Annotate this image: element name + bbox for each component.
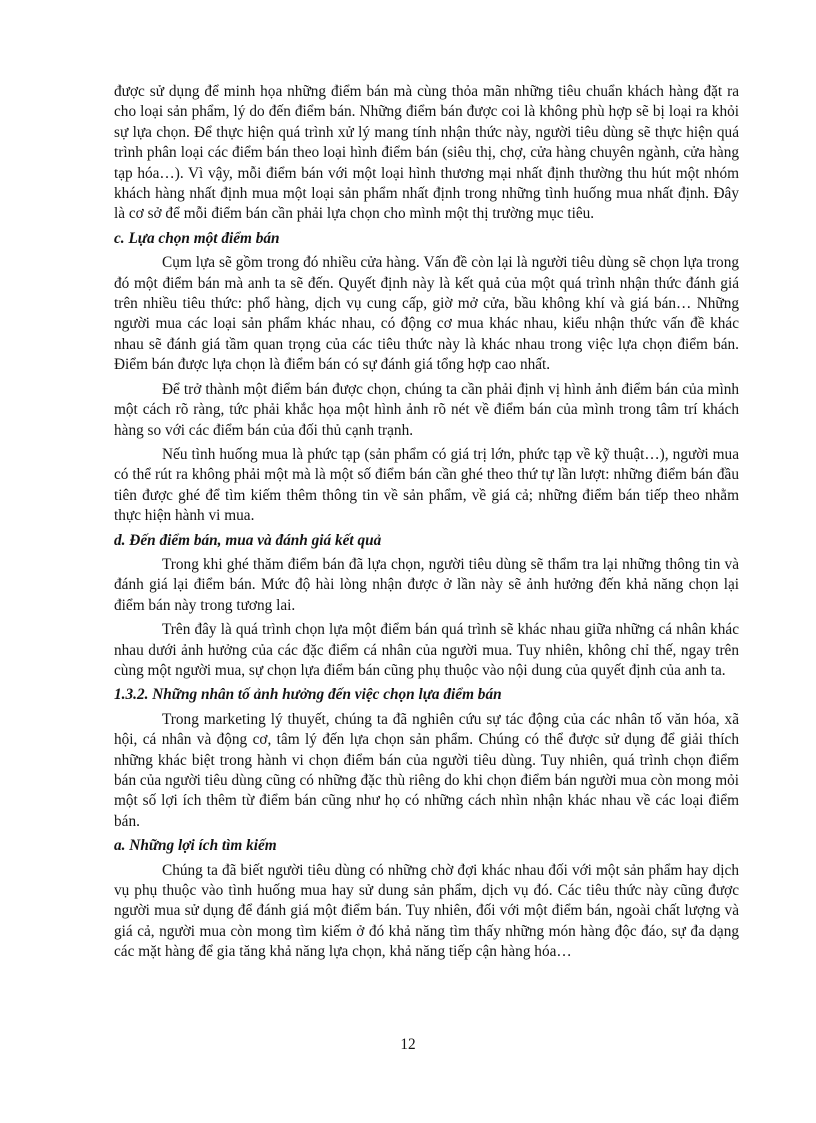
section-heading-a: a. Những lợi ích tìm kiếm — [114, 837, 277, 855]
paragraph: Trong khi ghé thăm điểm bán đã lựa chọn, người tiêu dùng sẽ thẩm tra lại những thông tin và đánh giá lại điểm bán. Mức độ hài lòng nhận được ở lần này sẽ ảnh hưởng đến khả năng chọn lại điểm bán này trong tương lai. — [114, 555, 739, 614]
section-heading-1-3-2: 1.3.2. Những nhân tố ảnh hưởng đến việc chọn lựa điểm bán — [114, 686, 502, 704]
document-body — [114, 82, 739, 967]
paragraph: Trên đây là quá trình chọn lựa một điểm bán quá trình sẽ khác nhau giữa những cá nhân khác nhau dưới ảnh hưởng của các đặc điểm cá nhân của người mua. Tuy nhiên, không chỉ thế, ngay trên cùng một người mua, sự chọn lựa điểm bán cũng phụ thuộc vào nội dung của quyết định của anh ta. — [114, 621, 739, 679]
section-heading-d: d. Đến điểm bán, mua và đánh giá kết quả — [114, 531, 382, 549]
paragraph: Cụm lựa sẽ gồm trong đó nhiều cửa hàng. Vấn đề còn lại là người tiêu dùng sẽ chọn lựa trong đó một điểm bán mà anh ta sẽ đến. Quyết định này là kết quả của một quá trình nhận thức đánh giá trên nhiều tiêu thức: phổ hàng, dịch vụ cung cấp, giờ mở cửa, bầu không khí và giá bán… Những người mua các loại sản phẩm khác nhau, có động cơ mua khác nhau, kiểu nhận thức vấn đề khác nhau sẽ đánh giá tầm quan trọng của các tiêu thức này là khác nhau trong việc lựa chọn điểm bán. Điểm bán được lựa chọn là điểm bán có sự đánh giá tổng hợp cao nhất. — [114, 254, 739, 374]
page-number: 12 — [400, 1036, 416, 1053]
paragraph: Để trở thành một điểm bán được chọn, chúng ta cần phải định vị hình ảnh điểm bán của mình một cách rõ ràng, tức phải khắc họa một hình ảnh rõ nét về điểm bán của mình trong tâm trí khách hàng so với các điểm bán của đối thủ cạnh trạnh. — [114, 380, 739, 439]
paragraph: Chúng ta đã biết người tiêu dùng có những chờ đợi khác nhau đối với một sản phẩm hay dịch vụ phụ thuộc vào tình huống mua hay sử dung sản phẩm, dịch vụ đó. Các tiêu thức này cũng được người mua sử dụng để đánh giá một điểm bán. Tuy nhiên, đối với một điểm bán, ngoài chất lượng và giá cả, người mua còn mong tìm kiếm ở đó khả năng tìm thấy những món hàng độc đáo, sự đa dạng các mặt hàng để gia tăng khả năng lựa chọn, khả năng tiếp cận hàng hóa… — [114, 861, 739, 961]
paragraph: được sử dụng để minh họa những điểm bán mà cùng thỏa mãn những tiêu chuẩn khách hàng đặt ra cho loại sản phẩm, lý do đến điểm bán. Những điểm bán được coi là không phù hợp sẽ bị loại ra khỏi sự lựa chọn. Để thực hiện quá trình xử lý mang tính nhận thức này, người tiêu dùng sẽ thực hiện quá trình phân loại các điểm bán theo loại hình điểm bán (siêu thị, chợ, cửa hàng chuyên ngành, cửa hàng tạp hóa…). Vì vậy, mỗi điểm bán với một loại hình thương mại nhất định thường thu hút một nhóm khách hàng nhất định mua một loại sản phẩm nhất định trong những tình huống mua nhất định. Đây là cơ sở để mỗi điểm bán cần phải lựa chọn cho mình một thị trường mục tiêu. — [114, 83, 739, 223]
section-heading-c: c. Lựa chọn một điểm bán — [114, 229, 280, 247]
paragraph: Nếu tình huống mua là phức tạp (sản phẩm có giá trị lớn, phức tạp về kỹ thuật…), người mua có thể rút ra không phải một mà là một số điểm bán cần ghé theo thứ tự lần lượt: những điểm bán đầu tiên được ghé để tìm kiếm thêm thông tin về sản phẩm, về giá cả; những điểm bán tiếp theo nhằm thực hiện hành vi mua. — [114, 445, 739, 525]
paragraph: Trong marketing lý thuyết, chúng ta đã nghiên cứu sự tác động của các nhân tố văn hóa, xã hội, cá nhân và động cơ, tâm lý đến lựa chọn sản phẩm. Chúng có thể được sử dụng để giải thích những khác biệt trong hành vi chọn điểm bán của người tiêu dùng. Tuy nhiên, quá trình chọn điểm bán của người tiêu dùng cũng có những đặc thù riêng do khi chọn điểm bán người mua còn mong mỏi một số lợi ích thêm từ điểm bán cũng như họ có những cách nhìn nhận khác nhau về các loại điểm bán. — [114, 710, 739, 830]
